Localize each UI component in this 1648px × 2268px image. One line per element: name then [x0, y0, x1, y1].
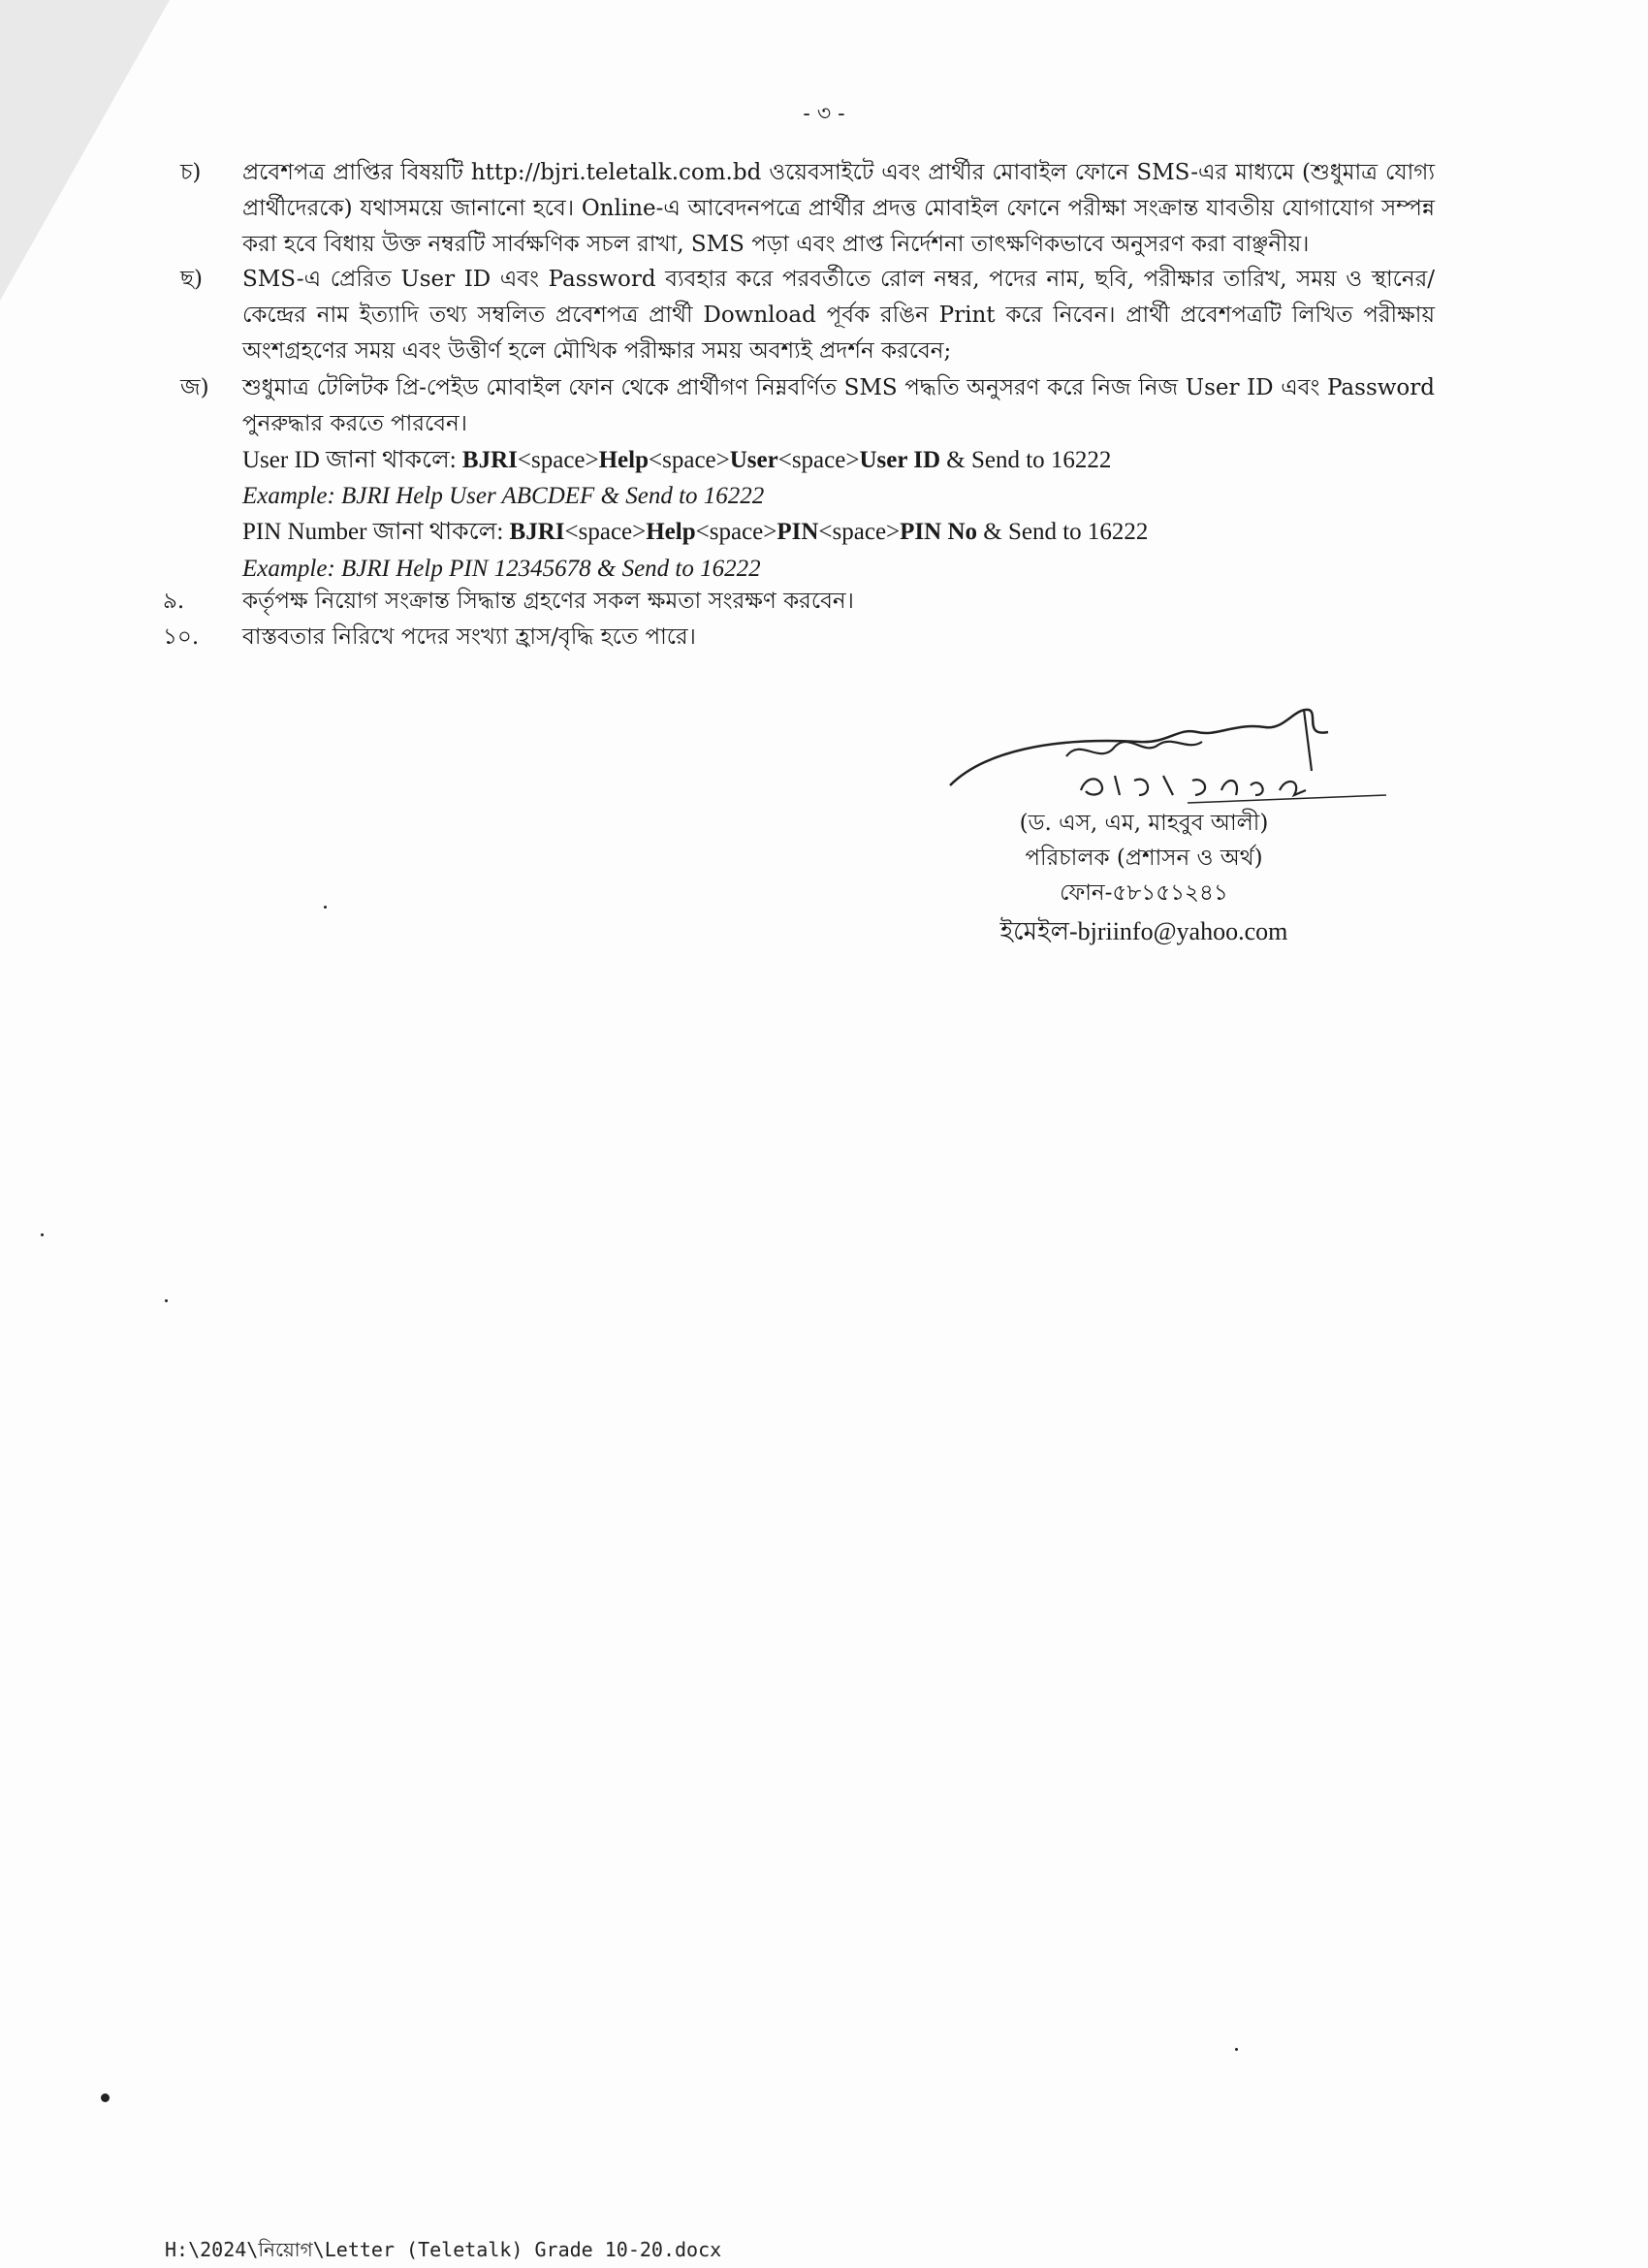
sms-userid-example: Example: BJRI Help User ABCDEF & Send to 16222 — [242, 483, 765, 509]
scan-shadow — [0, 0, 170, 301]
scan-speck — [41, 1233, 44, 1236]
item-marker: ছ) — [180, 267, 203, 292]
item-marker: জ) — [180, 375, 209, 400]
scan-speck — [324, 906, 327, 909]
signatory-phone: ফোন-৫৮১৫১২৪১ — [1060, 880, 1228, 906]
item-text: বাস্তবতার নিরিখে পদের সংখ্যা হ্রাস/বৃদ্ধি হতে পারে। — [242, 624, 696, 650]
item-text: SMS-এ প্রেরিত User ID এবং Password ব্যবহার করে পরবর্তীতে রোল নম্বর, পদের নাম, ছবি, পরীক্ষার তারিখ, সময় ও স্থানের/কেন্দ্রের নাম ইত্যাদি তথ্য সম্বলিত প্রবেশপত্র প্রার্থী Download পূর্বক রঙিন Print করে নিবেন। প্রার্থী প্রবেশপত্রটি লিখিত পরীক্ষায় অংশগ্রহণের সময় এবং উত্তীর্ণ হলে মৌখিক পরীক্ষার সময় অবশ্যই প্রদর্শন করবেন; — [242, 267, 1435, 364]
scan-speck — [1235, 2048, 1238, 2051]
sms-userid-instruction: User ID জানা থাকলে: BJRI<space>Help<space>User<space>User ID & Send to 16222 — [242, 447, 1112, 473]
file-path-footer: H:\2024\নিয়োগ\Letter (Teletalk) Grade 10-20.docx — [165, 2238, 722, 2261]
sms-pin-example: Example: BJRI Help PIN 12345678 & Send to 16222 — [242, 556, 761, 582]
item-text: প্রবেশপত্র প্রাপ্তির বিষয়টি http://bjri.teletalk.com.bd ওয়েবসাইটে এবং প্রার্থীর মোবাইল ফোনে SMS-এর মাধ্যমে (শুধুমাত্র যোগ্য প্রার্থীদেরকে) যথাসময়ে জানানো হবে। Online-এ আবেদনপত্রে প্রার্থীর প্রদত্ত মোবাইল ফোনে পরীক্ষা সংক্রান্ত যাবতীয় যোগাযোগ সম্পন্ন করা হবে বিধায় উক্ত নম্বরটি সার্বক্ষণিক সচল রাখা, SMS পড়া এবং প্রাপ্ত নির্দেশনা তাৎক্ষণিকভাবে অনুসরণ করা বাঞ্ছনীয়। — [242, 160, 1435, 257]
item-text: শুধুমাত্র টেলিটক প্রি-পেইড মোবাইল ফোন থেকে প্রার্থীগণ নিম্নবর্ণিত SMS পদ্ধতি অনুসরণ করে নিজ নিজ User ID এবং Password পুনরুদ্ধার করতে পারবেন। — [242, 375, 1435, 436]
signature-icon — [945, 698, 1401, 805]
scan-speck — [165, 1299, 168, 1302]
page-number: - ৩ - — [803, 102, 845, 126]
signatory-name: (ড. এস, এম, মাহবুব আলী) — [1019, 811, 1269, 836]
sms-pin-instruction: PIN Number জানা থাকলে: BJRI<space>Help<space>PIN<space>PIN No & Send to 16222 — [242, 519, 1149, 545]
item-marker: ৯. — [163, 589, 185, 614]
item-marker: চ) — [180, 160, 202, 185]
signatory-designation: পরিচালক (প্রশাসন ও অর্থ) — [1025, 846, 1263, 871]
item-marker: ১০. — [163, 624, 200, 650]
signatory-email: ইমেইল-bjriinfo@yahoo.com — [999, 917, 1288, 945]
item-text: কর্তৃপক্ষ নিয়োগ সংক্রান্ত সিদ্ধান্ত গ্রহণের সকল ক্ষমতা সংরক্ষণ করবেন। — [242, 589, 854, 614]
scan-speck — [101, 2093, 110, 2102]
